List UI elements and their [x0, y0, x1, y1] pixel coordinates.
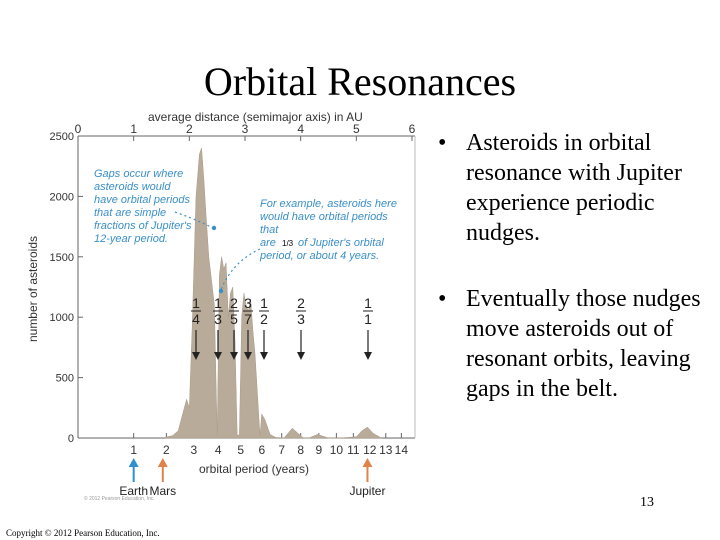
- resonance-labels: [191, 295, 373, 360]
- bottom-tick-label: 1: [130, 443, 138, 457]
- bullet-text: Eventually those nudges move asteroids out of resonant orbits, leaving gaps in the belt.: [466, 286, 701, 402]
- bottom-tick-label: 7: [278, 443, 286, 457]
- resonance-numerator: 1: [192, 295, 200, 311]
- callout-gaps-line: that are simple: [94, 207, 167, 219]
- resonance-numerator: 2: [297, 295, 305, 311]
- top-tick-label: 5: [352, 122, 360, 136]
- resonance-denominator: 3: [297, 311, 305, 327]
- planet-label: Mars: [149, 484, 177, 498]
- bottom-axis-title: orbital period (years): [198, 462, 310, 476]
- bottom-tick-label: 13: [379, 443, 393, 457]
- bullet-text: Asteroids in orbital resonance with Jupiter experience periodic nudges.: [466, 130, 682, 246]
- bullet-symbol: •: [438, 130, 447, 156]
- histogram-area: [164, 148, 381, 438]
- y-tick-label: 1000: [49, 312, 74, 325]
- y-tick-label: 0: [67, 433, 74, 445]
- y-tick-label: 1500: [49, 251, 74, 264]
- planet-label: Jupiter: [349, 484, 386, 498]
- bullet-symbol: •: [438, 286, 447, 312]
- bullet-list: [438, 128, 708, 440]
- resonance-arrow-head: [260, 352, 268, 360]
- resonance-numerator: 1: [214, 295, 222, 311]
- bottom-tick-label: 5: [237, 443, 245, 457]
- resonance-denominator: 1: [364, 311, 372, 327]
- resonance-arrow-head: [364, 352, 372, 360]
- callout-example-fraction: 1/3: [282, 239, 294, 248]
- resonance-numerator: 1: [364, 295, 372, 311]
- y-tick-label: 500: [55, 372, 74, 385]
- callout-gaps-line: Gaps occur where: [94, 168, 184, 180]
- callout-gaps-line: 12-year period.: [94, 233, 168, 245]
- resonance-arrow-head: [297, 352, 305, 360]
- callout-gaps-line: fractions of Jupiter's: [94, 220, 192, 232]
- resonance-denominator: 5: [230, 311, 238, 327]
- top-tick-label: 1: [130, 122, 138, 136]
- callout-gaps-text: [94, 168, 192, 245]
- bottom-tick-label: 11: [347, 443, 360, 457]
- callout-example-text: [259, 198, 397, 262]
- callout-example-line: that: [260, 224, 279, 236]
- top-tick-label: 3: [241, 122, 249, 136]
- resonance-denominator: 7: [244, 311, 252, 327]
- bottom-tick-label: 14: [394, 443, 409, 457]
- slide-title: Orbital Resonances: [203, 59, 517, 104]
- copyright-notice: Copyright © 2012 Pearson Education, Inc.: [6, 528, 160, 538]
- bottom-tick-label: 2: [163, 443, 170, 457]
- bullet-item: [438, 128, 708, 248]
- y-tick-label: 2500: [49, 131, 74, 143]
- planet-label: Earth: [119, 484, 149, 498]
- bullet-item: [438, 284, 708, 404]
- bottom-tick-label: 4: [214, 443, 222, 457]
- bottom-tick-label: 8: [297, 443, 305, 457]
- bottom-tick-label: 12: [363, 443, 377, 457]
- resonance-numerator: 2: [230, 295, 238, 311]
- top-tick-label: 6: [408, 122, 416, 136]
- top-tick-label: 4: [297, 122, 305, 136]
- resonance-numerator: 1: [260, 295, 268, 311]
- callout-gaps-line: asteroids would: [94, 181, 171, 193]
- callout-gaps-line: have orbital periods: [94, 194, 191, 206]
- callout-example-line: of Jupiter's orbital: [298, 237, 384, 249]
- bottom-tick-label: 10: [329, 443, 344, 457]
- resonance-denominator: 4: [192, 311, 200, 327]
- asteroid-histogram-figure: [20, 104, 420, 504]
- callout-example-line: are: [260, 237, 276, 249]
- bottom-tick-label: 3: [190, 443, 198, 457]
- top-axis-title: average distance (semimajor axis) in AU: [148, 110, 363, 124]
- resonance-numerator: 3: [244, 295, 252, 311]
- y-tick-label: 2000: [49, 191, 74, 204]
- callout-example-line: period, or about 4 years.: [260, 250, 380, 262]
- resonance-denominator: 2: [260, 311, 268, 327]
- y-axis-title: number of asteroids: [26, 235, 40, 343]
- page-number: 13: [640, 495, 654, 510]
- planet-arrow-head: [129, 458, 139, 467]
- bottom-tick-label: 9: [315, 443, 323, 457]
- planet-arrow-head: [158, 458, 168, 467]
- callout-right-dot: [219, 289, 223, 293]
- top-tick-label: 0: [74, 122, 82, 136]
- top-tick-label: 2: [185, 122, 193, 136]
- callout-example-line: would have orbital periods: [260, 211, 388, 223]
- callout-left-dot: [212, 226, 216, 230]
- planet-arrow-head: [362, 458, 372, 467]
- callout-example-line: For example, asteroids here: [260, 198, 397, 210]
- figure-credit: © 2012 Pearson Education, Inc.: [84, 496, 155, 502]
- resonance-denominator: 3: [214, 311, 222, 327]
- bottom-tick-label: 6: [258, 443, 266, 457]
